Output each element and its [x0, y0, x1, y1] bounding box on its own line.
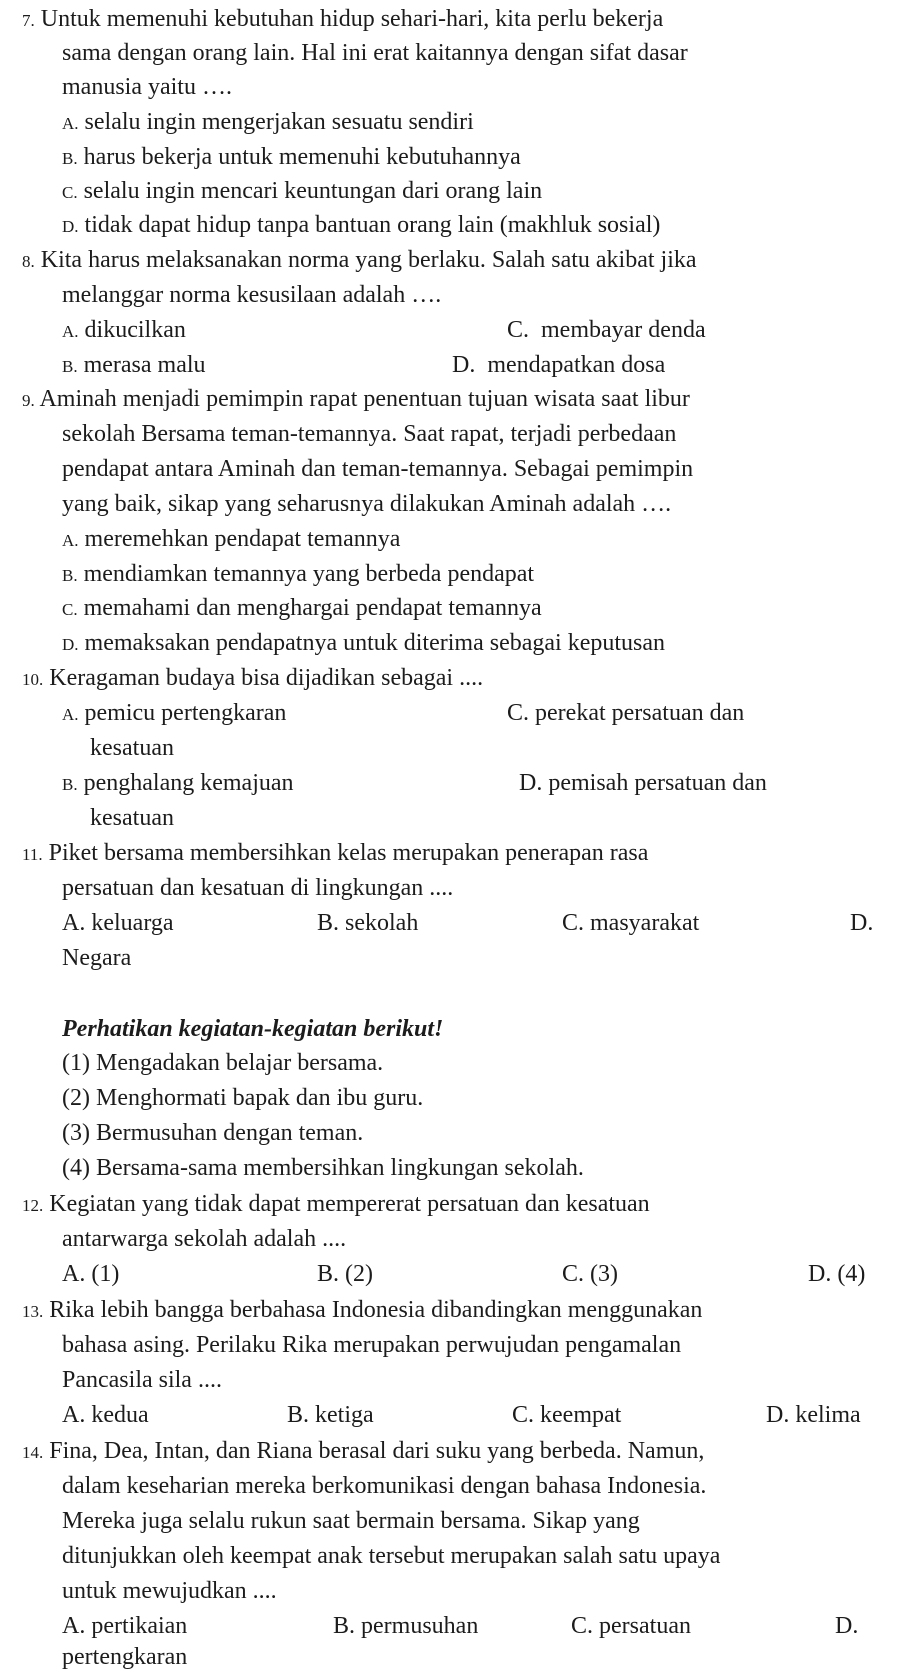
activity-item-2: (2) Menghormati bapak dan ibu guru.	[62, 1085, 424, 1111]
option-d: D.	[850, 910, 874, 936]
option-b: B. permusuhan	[333, 1613, 479, 1639]
option-d: D. kelima	[766, 1402, 861, 1428]
question-number: 7.	[22, 11, 35, 30]
question-9-line-2: sekolah Bersama teman-temannya. Saat rapat, terjadi perbedaan	[62, 421, 677, 447]
question-8-line-1: 8. Kita harus melaksanakan norma yang berlaku. Salah satu akibat jika	[22, 247, 697, 273]
option-d: D. tidak dapat hidup tanpa bantuan orang lain (makhluk sosial)	[62, 212, 661, 238]
question-13-line-1: 13. Rika lebih bangga berbahasa Indonesia dibandingkan menggunakan	[22, 1297, 703, 1323]
option-b: B. (2)	[317, 1261, 373, 1287]
question-14-line-5: untuk mewujudkan ....	[62, 1578, 277, 1604]
option-b: B. harus bekerja untuk memenuhi kebutuhannya	[62, 144, 521, 170]
question-9-line-4: yang baik, sikap yang seharusnya dilakukan Aminah adalah ….	[62, 491, 672, 517]
option-c: C. memahami dan menghargai pendapat temannya	[62, 595, 542, 621]
activity-item-4: (4) Bersama-sama membersihkan lingkungan sekolah.	[62, 1155, 584, 1181]
option-d-continued: pertengkaran	[62, 1644, 188, 1670]
option-c: C. keempat	[512, 1402, 622, 1428]
option-c: C. membayar denda	[507, 317, 706, 343]
activity-item-1: (1) Mengadakan belajar bersama.	[62, 1050, 384, 1076]
option-b: B. sekolah	[317, 910, 419, 936]
option-a: A. (1)	[62, 1261, 120, 1287]
question-number: 11.	[22, 845, 43, 864]
option-a: A. pemicu pertengkaran	[62, 700, 287, 726]
option-a: A. dikucilkan	[62, 317, 186, 343]
question-8-line-2: melanggar norma kesusilaan adalah ….	[62, 282, 442, 308]
question-7-line-3: manusia yaitu ….	[62, 74, 232, 100]
option-a: A. kedua	[62, 1402, 149, 1428]
question-14-line-4: ditunjukkan oleh keempat anak tersebut merupakan salah satu upaya	[62, 1543, 721, 1569]
question-9-line-1: 9. Aminah menjadi pemimpin rapat penentuan tujuan wisata saat libur	[22, 386, 690, 412]
option-c: C. (3)	[562, 1261, 618, 1287]
option-d-continued: kesatuan	[90, 805, 174, 831]
question-14-line-2: dalam keseharian mereka berkomunikasi dengan bahasa Indonesia.	[62, 1473, 707, 1499]
question-number: 13.	[22, 1302, 44, 1321]
question-11-line-2: persatuan dan kesatuan di lingkungan ....	[62, 875, 454, 901]
option-d: D.	[835, 1613, 859, 1639]
question-7-line-2: sama dengan orang lain. Hal ini erat kaitannya dengan sifat dasar	[62, 40, 688, 66]
option-c: C. persatuan	[571, 1613, 691, 1639]
question-number: 10.	[22, 670, 44, 689]
question-number: 9.	[22, 391, 35, 410]
option-d-continued: Negara	[62, 945, 132, 971]
question-number: 8.	[22, 252, 35, 271]
question-10-line-1: 10. Keragaman budaya bisa dijadikan sebagai ....	[22, 665, 484, 691]
option-d: D. memaksakan pendapatnya untuk diterima sebagai keputusan	[62, 630, 666, 656]
question-9-line-3: pendapat antara Aminah dan teman-temannya. Sebagai pemimpin	[62, 456, 694, 482]
option-a: A. meremehkan pendapat temannya	[62, 526, 401, 552]
question-11-line-1: 11. Piket bersama membersihkan kelas merupakan penerapan rasa	[22, 840, 649, 866]
activity-item-3: (3) Bermusuhan dengan teman.	[62, 1120, 364, 1146]
option-b: B. ketiga	[287, 1402, 374, 1428]
option-a: A. selalu ingin mengerjakan sesuatu sendiri	[62, 109, 474, 135]
question-number: 12.	[22, 1196, 44, 1215]
option-d: D. (4)	[808, 1261, 866, 1287]
option-b: B. mendiamkan temannya yang berbeda pendapat	[62, 561, 535, 587]
option-d: D. mendapatkan dosa	[452, 352, 666, 378]
option-b: B. merasa malu	[62, 352, 206, 378]
question-12-line-2: antarwarga sekolah adalah ....	[62, 1226, 347, 1252]
question-7-line-1: 7. Untuk memenuhi kebutuhan hidup sehari-hari, kita perlu bekerja	[22, 6, 664, 32]
question-14-line-1: 14. Fina, Dea, Intan, dan Riana berasal dari suku yang berbeda. Namun,	[22, 1438, 705, 1464]
question-12-line-1: 12. Kegiatan yang tidak dapat mempererat persatuan dan kesatuan	[22, 1191, 650, 1217]
option-c-continued: kesatuan	[90, 735, 174, 761]
option-d: D. pemisah persatuan dan	[519, 770, 767, 796]
question-13-line-3: Pancasila sila ....	[62, 1367, 222, 1393]
activities-heading: Perhatikan kegiatan-kegiatan berikut!	[62, 1016, 444, 1042]
option-c: C. masyarakat	[562, 910, 700, 936]
option-a: A. pertikaian	[62, 1613, 188, 1639]
question-14-line-3: Mereka juga selalu rukun saat bermain bersama. Sikap yang	[62, 1508, 640, 1534]
option-a: A. keluarga	[62, 910, 174, 936]
question-number: 14.	[22, 1443, 44, 1462]
option-c: C. selalu ingin mencari keuntungan dari orang lain	[62, 178, 543, 204]
question-13-line-2: bahasa asing. Perilaku Rika merupakan perwujudan pengamalan	[62, 1332, 682, 1358]
option-b: B. penghalang kemajuan	[62, 770, 294, 796]
option-c: C. perekat persatuan dan	[507, 700, 745, 726]
